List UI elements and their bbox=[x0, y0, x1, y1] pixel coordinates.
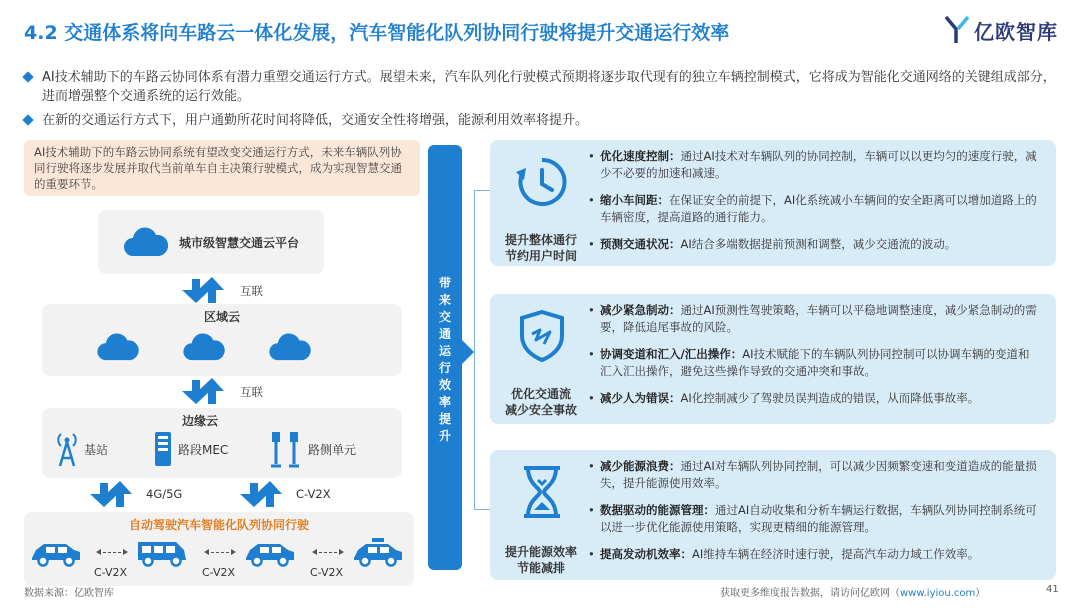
antenna-icon bbox=[56, 430, 78, 468]
list-item bbox=[588, 546, 1038, 563]
shield-icon bbox=[514, 308, 570, 364]
car-link-label: C-V2X bbox=[94, 566, 128, 579]
v2x-link-arrow bbox=[206, 552, 234, 553]
up-down-arrows-icon bbox=[238, 481, 284, 507]
region-cloud-label: 区域云 bbox=[203, 310, 240, 324]
vbar-char: 来 bbox=[438, 293, 451, 307]
car-link-label: C-V2X bbox=[202, 566, 236, 579]
server-icon bbox=[154, 430, 172, 468]
edge-item-mec bbox=[154, 430, 228, 468]
link-label-1: 互联 bbox=[240, 284, 263, 298]
page-number: 41 bbox=[1046, 584, 1059, 595]
benefit-list bbox=[588, 302, 1038, 417]
vbar-char: 交 bbox=[438, 310, 451, 324]
item-head: 提高发动机效率： bbox=[600, 547, 692, 561]
caption-line: 节约用户时间 bbox=[504, 249, 577, 263]
list-item bbox=[588, 458, 1038, 492]
link-label-4g5g: 4G/5G bbox=[146, 487, 183, 501]
vbar-char: 提 bbox=[438, 412, 451, 426]
item-head: 优化速度控制： bbox=[600, 149, 681, 163]
caption-line: 优化交通流 bbox=[510, 387, 571, 401]
bullet-1-text: AI技术辅助下的车路云协同体系有潜力重塑交通运行方式。展望未来，汽车队列化行驶模式预期将逐步取代现有的独立车辆控制模式，它将成为智能化交通网络的关键组成部分，进而增强整个交通系统的运行效能。 bbox=[42, 70, 1056, 104]
link-label-2: 互联 bbox=[240, 385, 263, 399]
benefit-list bbox=[588, 458, 1038, 573]
cloud-icon bbox=[96, 332, 140, 362]
bullet-2 bbox=[24, 111, 1060, 130]
list-item bbox=[588, 148, 1038, 182]
region-cloud-block bbox=[42, 304, 402, 376]
item-head: 协调变道和汇入/汇出操作： bbox=[600, 347, 743, 361]
car-link-label: C-V2X bbox=[310, 566, 344, 579]
van-icon bbox=[136, 538, 188, 568]
benefit-list bbox=[588, 148, 1038, 263]
brand-logo bbox=[944, 14, 1062, 46]
car-icon bbox=[30, 538, 82, 568]
item-text: 通过AI预测性驾驶策略，车辆可以平稳地调整速度，减少紧急制动的需要，降低追尾事故的风险。 bbox=[600, 303, 1037, 334]
item-head: 减少能源浪费： bbox=[600, 459, 681, 473]
car-icon bbox=[244, 538, 296, 568]
clock-icon bbox=[514, 154, 570, 210]
item-head: 减少紧急制动： bbox=[600, 303, 681, 317]
cloud-icon bbox=[123, 226, 169, 258]
vbar-char: 率 bbox=[438, 395, 451, 409]
panel-caption bbox=[496, 386, 586, 418]
item-text: AI结合多端数据提前预测和调整，减少交通流的波动。 bbox=[680, 237, 957, 251]
v2x-link-arrow bbox=[98, 552, 126, 553]
benefit-panel-energy bbox=[490, 450, 1056, 580]
panel-caption bbox=[496, 232, 586, 264]
list-item bbox=[588, 302, 1038, 336]
vbar-char: 升 bbox=[438, 429, 451, 443]
v2x-link-arrow bbox=[314, 552, 342, 553]
link-label-cv2x: C-V2X bbox=[296, 487, 331, 501]
panel-caption bbox=[496, 544, 586, 576]
summary-note: AI技术辅助下的车路云协同系统有望改变交通运行方式，未来车辆队列协同行驶将逐步发展并取代当前单车自主决策行驶模式，成为实现智慧交通的重要环节。 bbox=[24, 140, 420, 196]
vbar-char: 通 bbox=[438, 327, 451, 341]
edge-item-label: 基站 bbox=[84, 442, 109, 457]
caption-line: 提升整体通行 bbox=[504, 233, 577, 247]
item-text: AI技术赋能下的车辆队列协同控制可以协调车辆的变道和汇入汇出操作，避免这些操作导致的交通冲突和事故。 bbox=[600, 347, 1030, 378]
taxi-icon bbox=[352, 538, 404, 568]
edge-item-rsu bbox=[268, 430, 356, 468]
logo-mark-icon bbox=[944, 15, 970, 45]
item-text: 通过AI自动收集和分析车辆运行数据，车辆队列协同控制系统可以进一步优化能源使用策略，实现更精细的能源管理。 bbox=[600, 503, 1037, 534]
edge-item-label: 路段MEC bbox=[178, 442, 229, 457]
up-down-arrows-icon bbox=[88, 481, 134, 507]
up-down-arrows-icon bbox=[180, 378, 226, 404]
list-item bbox=[588, 390, 1038, 407]
caption-line: 减少安全事故 bbox=[504, 403, 577, 417]
vbar-char: 运 bbox=[438, 344, 451, 358]
vbar-char: 带 bbox=[438, 276, 451, 290]
benefit-panel-efficiency bbox=[490, 140, 1056, 266]
list-item bbox=[588, 192, 1038, 226]
item-text: 通过AI技术对车辆队列的协同控制，车辆可以以更均匀的速度行驶，减少不必要的加速和减速。 bbox=[600, 149, 1037, 180]
footer-url-link[interactable]: www.iyiou.com bbox=[900, 588, 976, 599]
up-down-arrows-icon bbox=[180, 277, 226, 303]
caption-line: 节能减排 bbox=[516, 561, 565, 575]
bullet-2-text: 在新的交通运行方式下，用户通勤所花时间将降低，交通安全性将增强，能源利用效率将提升。 bbox=[42, 113, 589, 128]
page-title: 4.2 交通体系将向车路云一体化发展，汽车智能化队列协同行驶将提升交通运行效率 bbox=[24, 22, 730, 44]
edge-cloud-block bbox=[42, 408, 402, 478]
item-head: 预测交通状况： bbox=[600, 237, 681, 251]
edge-item-base-station bbox=[56, 430, 108, 468]
item-head: 缩小车间距： bbox=[600, 193, 669, 207]
item-head: 减少人为错误： bbox=[600, 391, 681, 405]
item-text: AI维持车辆在经济时速行驶，提高汽车动力域工作效率。 bbox=[692, 547, 980, 561]
city-cloud-block bbox=[98, 210, 324, 274]
vertical-bar-text bbox=[428, 275, 462, 445]
list-item bbox=[588, 502, 1038, 536]
vbar-char: 行 bbox=[438, 361, 451, 375]
footer-more-end: ） bbox=[975, 588, 986, 599]
list-item bbox=[588, 346, 1038, 380]
vbar-char: 效 bbox=[438, 378, 451, 392]
benefit-panel-safety bbox=[490, 294, 1056, 424]
item-text: 通过AI对车辆队列协同控制，可以减少因频繁变速和变道造成的能量损失，提升能源使用效率。 bbox=[600, 459, 1037, 490]
item-text: 在保证安全的前提下，AI化系统减小车辆间的安全距离可以增加道路上的车辆密度，提高道路的通行能力。 bbox=[600, 193, 1037, 224]
footer-more bbox=[720, 584, 985, 599]
edge-cloud-label: 边缘云 bbox=[182, 414, 219, 428]
roadside-unit-icon bbox=[268, 430, 302, 468]
city-platform-label: 城市级智慧交通云平台 bbox=[178, 235, 299, 250]
hourglass-icon bbox=[514, 464, 570, 520]
item-text: AI化控制减少了驾驶员误判造成的错误，从而降低事故率。 bbox=[680, 391, 980, 405]
item-head: 数据驱动的能源管理： bbox=[600, 503, 715, 517]
footer-more-text: 获取更多维度报告数据，请访问亿欧网（ bbox=[720, 588, 900, 599]
vehicle-platoon-label: 自动驾驶汽车智能化队列协同行驶 bbox=[128, 518, 309, 532]
bullet-1 bbox=[24, 68, 1060, 106]
edge-item-label: 路侧单元 bbox=[308, 442, 357, 457]
vehicle-platoon-block bbox=[24, 512, 414, 586]
chevron-right-icon bbox=[462, 340, 474, 364]
caption-line: 提升能源效率 bbox=[504, 545, 577, 559]
data-source: 数据来源：亿欧智库 bbox=[24, 588, 114, 599]
cloud-icon bbox=[268, 332, 312, 362]
benefit-vertical-bar bbox=[428, 145, 462, 570]
cloud-icon bbox=[182, 332, 226, 362]
logo-text: 亿欧智库 bbox=[974, 19, 1058, 44]
list-item bbox=[588, 236, 1038, 253]
